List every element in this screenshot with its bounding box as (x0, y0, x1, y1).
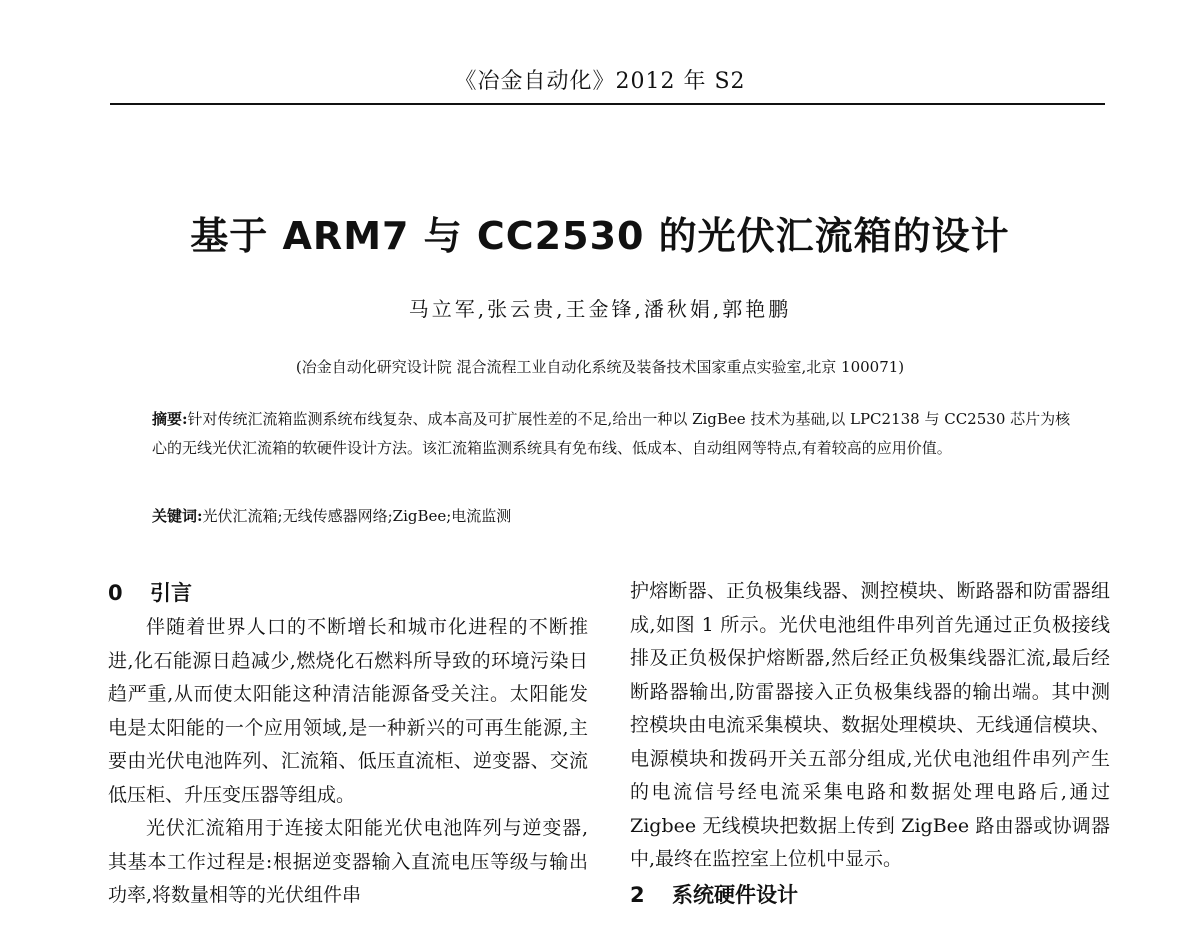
section-heading-hardware (630, 877, 1110, 913)
running-head: 《冶金自动化》2012 年 S2 (454, 69, 746, 94)
left-column (108, 575, 588, 913)
body-paragraph: 伴随着世界人口的不断增长和城市化进程的不断推进,化石能源日趋减少,燃烧化石燃料所导致的环境污染日趋严重,从而使太阳能这种清洁能源备受关注。太阳能发电是太阳能的一个应用领域,是一种新兴的可再生能源,主要由光伏电池阵列、汇流箱、低压直流柜、逆变器、交流低压柜、升压变压器等组成。 (108, 616, 588, 806)
affiliation: (冶金自动化研究设计院 混合流程工业自动化系统及装备技术国家重点实验室,北京 100071) (295, 358, 905, 376)
section-title: 引言 (150, 581, 192, 605)
section-title: 系统硬件设计 (672, 882, 798, 907)
header-rule (110, 103, 1105, 105)
keywords-text: 光伏汇流箱;无线传感器网络;ZigBee;电流监测 (202, 507, 512, 525)
abstract-text: 针对传统汇流箱监测系统布线复杂、成本高及可扩展性差的不足,给出一种以 ZigBee 技术为基础,以 LPC2138 与 CC2530 芯片为核心的无线光伏汇流箱的软硬件设计方法。该汇流箱监测系统具有免布线、低成本、自动组网等特点,有着较高的应用价值。 (152, 410, 1071, 457)
body-paragraph: 光伏汇流箱用于连接太阳能光伏电池阵列与逆变器,其基本工作过程是:根据逆变器输入直流电压等级与输出功率,将数量相等的光伏组件串 (108, 817, 588, 906)
section-number: 2 (630, 882, 645, 907)
abstract (152, 405, 1072, 463)
section-number: 0 (108, 581, 123, 605)
keywords (152, 502, 1072, 531)
right-column (630, 575, 1110, 913)
article-title: 基于 ARM7 与 CC2530 的光伏汇流箱的设计 (190, 214, 1010, 258)
section-heading-introduction (108, 575, 588, 611)
keywords-label: 关键词: (152, 507, 203, 525)
body-paragraph-continued: 护熔断器、正负极集线器、测控模块、断路器和防雷器组成,如图 1 所示。光伏电池组件串列首先通过正负极接线排及正负极保护熔断器,然后经正负极集线器汇流,最后经断路器输出,防雷器接入正负极集线器的输出端。其中测控模块由电流采集模块、数据处理模块、无线通信模块、电源模块和拨码开关五部分组成,光伏电池组件串列产生的电流信号经电流采集电路和数据处理电路后,通过 Zigbee 无线模块把数据上传到 ZigBee 路由器或协调器中,最终在监控室上位机中显示。 (630, 580, 1110, 870)
abstract-label: 摘要: (152, 410, 188, 428)
author-list: 马立军,张云贵,王金锋,潘秋娟,郭艳鹏 (408, 297, 792, 321)
